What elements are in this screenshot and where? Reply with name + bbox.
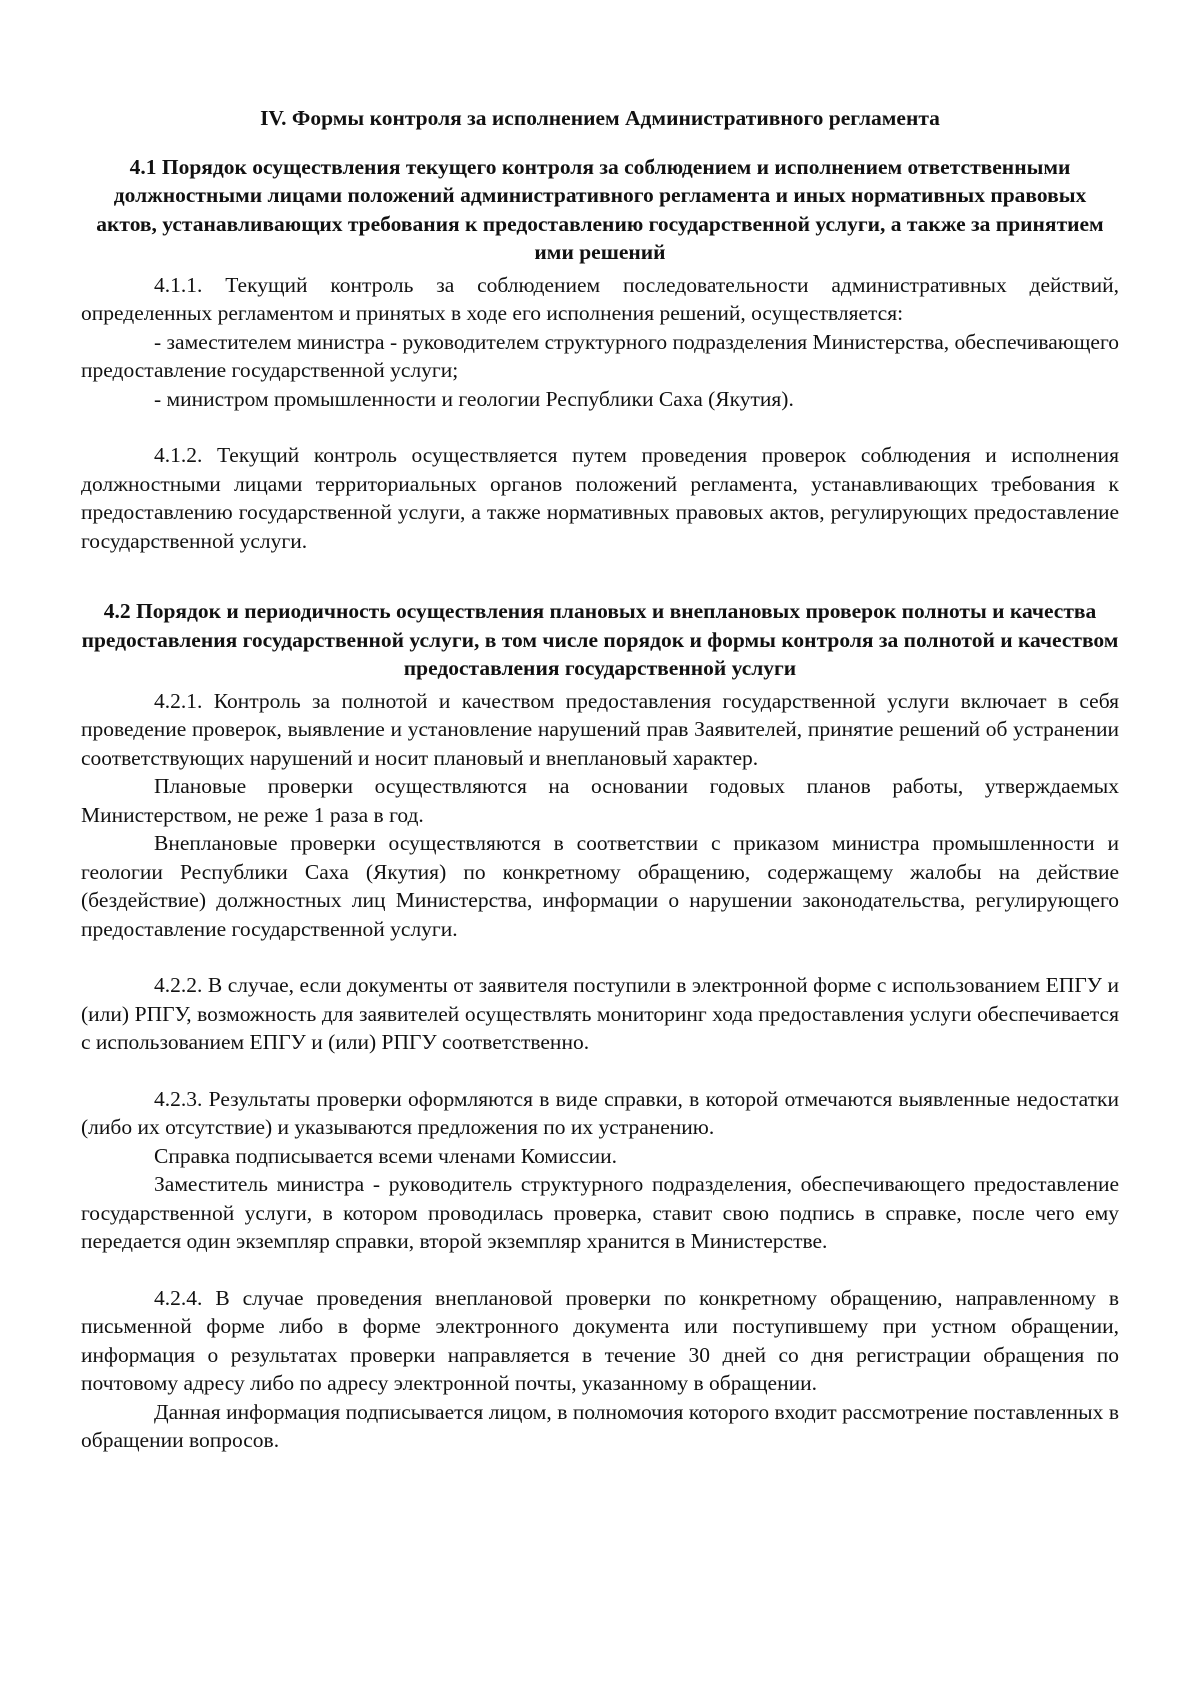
paragraph-4-2-2: 4.2.2. В случае, если документы от заявителя поступили в электронной форме с использованием ЕПГУ и (или) РПГУ, возможность для заявителей осуществлять мониторинг хода предоставления услуги обеспечивается с использованием ЕПГУ и (или) РПГУ соответственно.: [81, 973, 1119, 1054]
document-page: [81, 104, 1119, 1455]
paragraph-4-2-4: 4.2.4. В случае проведения внеплановой проверки по конкретному обращению, направленному в письменной форме либо в форме электронного документа или поступившему при устном обращении, информация о результатах проверки направляется в течение 30 дней со дня регистрации обращения по почтовому адресу либо по адресу электронной почты, указанному в обращении.: [81, 1285, 1119, 1395]
subsection-heading-4-1: 4.1 Порядок осуществления текущего контроля за соблюдением и исполнением ответственными должностными лицами положений административного регламента и иных нормативных правовых актов, устанавливающих требования к предоставлению государственной услуги, а также за принятием ими решений: [96, 154, 1104, 264]
paragraph-4-2-3: 4.2.3. Результаты проверки оформляются в виде справки, в которой отмечаются выявленные недостатки (либо их отсутствие) и указываются предложения по их устранению.: [81, 1086, 1119, 1139]
section-title: IV. Формы контроля за исполнением Административного регламента: [260, 106, 940, 130]
subsection-heading-4-2: 4.2 Порядок и периодичность осуществления плановых и внеплановых проверок полноты и качества предоставления государственной услуги, в том числе порядок и формы контроля за полнотой и качеством предоставления государственной услуги: [81, 599, 1119, 680]
paragraph-planned-checks: Плановые проверки осуществляются на основании годовых планов работы, утверждаемых Министерством, не реже 1 раза в год.: [81, 774, 1119, 827]
paragraph-4-1-2: 4.1.2. Текущий контроль осуществляется путем проведения проверок соблюдения и исполнения должностными лицами территориальных органов положений регламента, устанавливающих требования к предоставлению государственной услуги, а также нормативных правовых актов, регулирующих предоставление государственной услуги.: [81, 443, 1119, 553]
paragraph-deputy-minister: Заместитель министра - руководитель структурного подразделения, обеспечивающего предоставление государственной услуги, в котором проводилась проверка, ставит свою подпись в справке, после чего ему передается один экземпляр справки, второй экземпляр хранится в Министерстве.: [81, 1172, 1119, 1253]
paragraph-4-1-1-item-2: - министром промышленности и геологии Республики Саха (Якутия).: [154, 386, 794, 411]
paragraph-unplanned-checks: Внеплановые проверки осуществляются в соответствии с приказом министра промышленности и геологии Республики Саха (Якутия) по конкретному обращению, содержащему жалобы на действие (бездействие) должностных лиц Министерства, информации о нарушении законодательства, регулирующего предоставление государственной услуги.: [81, 831, 1119, 941]
paragraph-4-1-1-item-1: - заместителем министра - руководителем структурного подразделения Министерства, обеспечивающего предоставление государственной услуги;: [81, 329, 1119, 382]
paragraph-signature: Справка подписывается всеми членами Комиссии.: [154, 1143, 617, 1168]
paragraph-4-1-1: 4.1.1. Текущий контроль за соблюдением последовательности административных действий, определенных регламентом и принятых в ходе его исполнения решений, осуществляется:: [81, 272, 1119, 325]
paragraph-4-2-1: 4.2.1. Контроль за полнотой и качеством предоставления государственной услуги включает в себя проведение проверок, выявление и установление нарушений прав Заявителей, принятие решений об устранении соответствующих нарушений и носит плановый и внеплановый характер.: [81, 688, 1119, 770]
paragraph-information-signed: Данная информация подписывается лицом, в полномочия которого входит рассмотрение поставленных в обращении вопросов.: [81, 1399, 1119, 1452]
